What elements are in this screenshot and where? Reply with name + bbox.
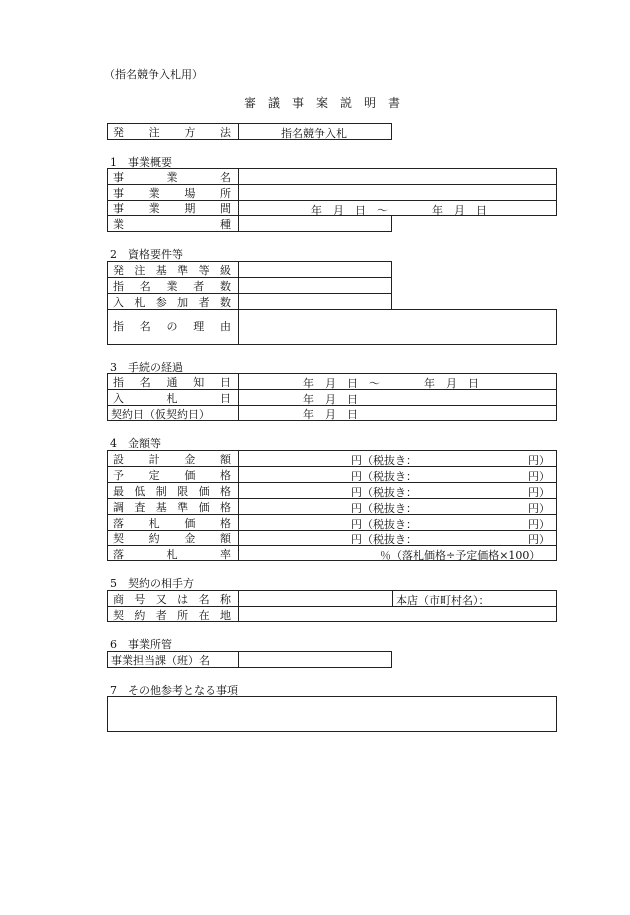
s3-notice-value: 年 月 日 ～ 年 月 日 (303, 377, 479, 390)
s4-minimum-yen: 円（税抜き： (351, 486, 417, 499)
s1-type-label: 業 種 (113, 217, 231, 231)
page-title: 審 議 事 案 説 明 書 (244, 96, 401, 110)
section-7-title: 7 その他参考となる事項 (110, 684, 238, 697)
s4-award-close: 円） (528, 518, 550, 531)
s3-bid-label: 入 札 日 (113, 391, 231, 405)
s5-head-office: 本店（市町村名）： (396, 594, 490, 607)
s4-planned-label: 予 定 価 格 (113, 468, 231, 482)
s3-contract-label: 契約日（仮契約日） (111, 408, 210, 421)
s1-name-label: 事 業 名 (113, 170, 231, 184)
section-6-title: 6 事業所管 (110, 638, 172, 651)
s4-survey-label: 調 査 基 準 価 格 (113, 500, 231, 514)
s4-design-close: 円） (528, 454, 550, 467)
s4-rate-value: ％（落札価格÷予定価格×100） (380, 549, 541, 562)
s1-place-label: 事 業 場 所 (113, 186, 231, 200)
header-note: （指名競争入札用） (104, 68, 203, 81)
section-5-title: 5 契約の相手方 (110, 577, 194, 590)
order-method-value: 指名競争入札 (281, 127, 347, 140)
s3-notice-label: 指 名 通 知 日 (113, 375, 231, 389)
s4-survey-yen: 円（税抜き： (351, 502, 417, 515)
s4-award-yen: 円（税抜き： (351, 518, 417, 531)
s7-notes-box (107, 696, 557, 732)
s4-contract-close: 円） (528, 533, 550, 546)
s4-contract-yen: 円（税抜き： (351, 533, 417, 546)
section-3-title: 3 手続の経過 (110, 361, 183, 374)
s1-period-value: 年 月 日 ～ 年 月 日 (311, 204, 487, 217)
s4-minimum-label: 最 低 制 限 価 格 (113, 484, 231, 498)
s4-design-yen: 円（税抜き： (351, 454, 417, 467)
s4-planned-close: 円） (528, 470, 550, 483)
s4-planned-yen: 円（税抜き： (351, 470, 417, 483)
s4-survey-close: 円） (528, 502, 550, 515)
s6-section-label: 事業担当課（班）名 (111, 654, 210, 667)
s5-address-label: 契 約 者 所 在 地 (113, 608, 231, 622)
section-1-title: 1 事業概要 (110, 156, 172, 169)
s3-bid-value: 年 月 日 (303, 393, 358, 406)
s2-nominated-label: 指 名 業 者 数 (113, 279, 231, 293)
s4-rate-label: 落 札 率 (113, 547, 231, 561)
s2-grade-label: 発 注 基 準 等 級 (113, 263, 231, 277)
s3-contract-value: 年 月 日 (303, 408, 358, 421)
s4-design-label: 設 計 金 額 (113, 452, 231, 466)
s2-reason-label: 指 名 の 理 由 (113, 319, 231, 333)
s4-minimum-close: 円） (528, 486, 550, 499)
section-2-title: 2 資格要件等 (110, 248, 183, 261)
s4-contract-label: 契 約 金 額 (113, 532, 231, 545)
section-4-title: 4 金額等 (110, 437, 161, 450)
s4-award-label: 落 札 価 格 (113, 516, 231, 530)
s5-company-label: 商 号 又 は 名 称 (113, 592, 231, 606)
s1-period-label: 事 業 期 間 (113, 202, 231, 215)
s2-bidders-label: 入 札 参 加 者 数 (113, 295, 231, 309)
order-method-label: 発 注 方 法 (113, 125, 231, 139)
